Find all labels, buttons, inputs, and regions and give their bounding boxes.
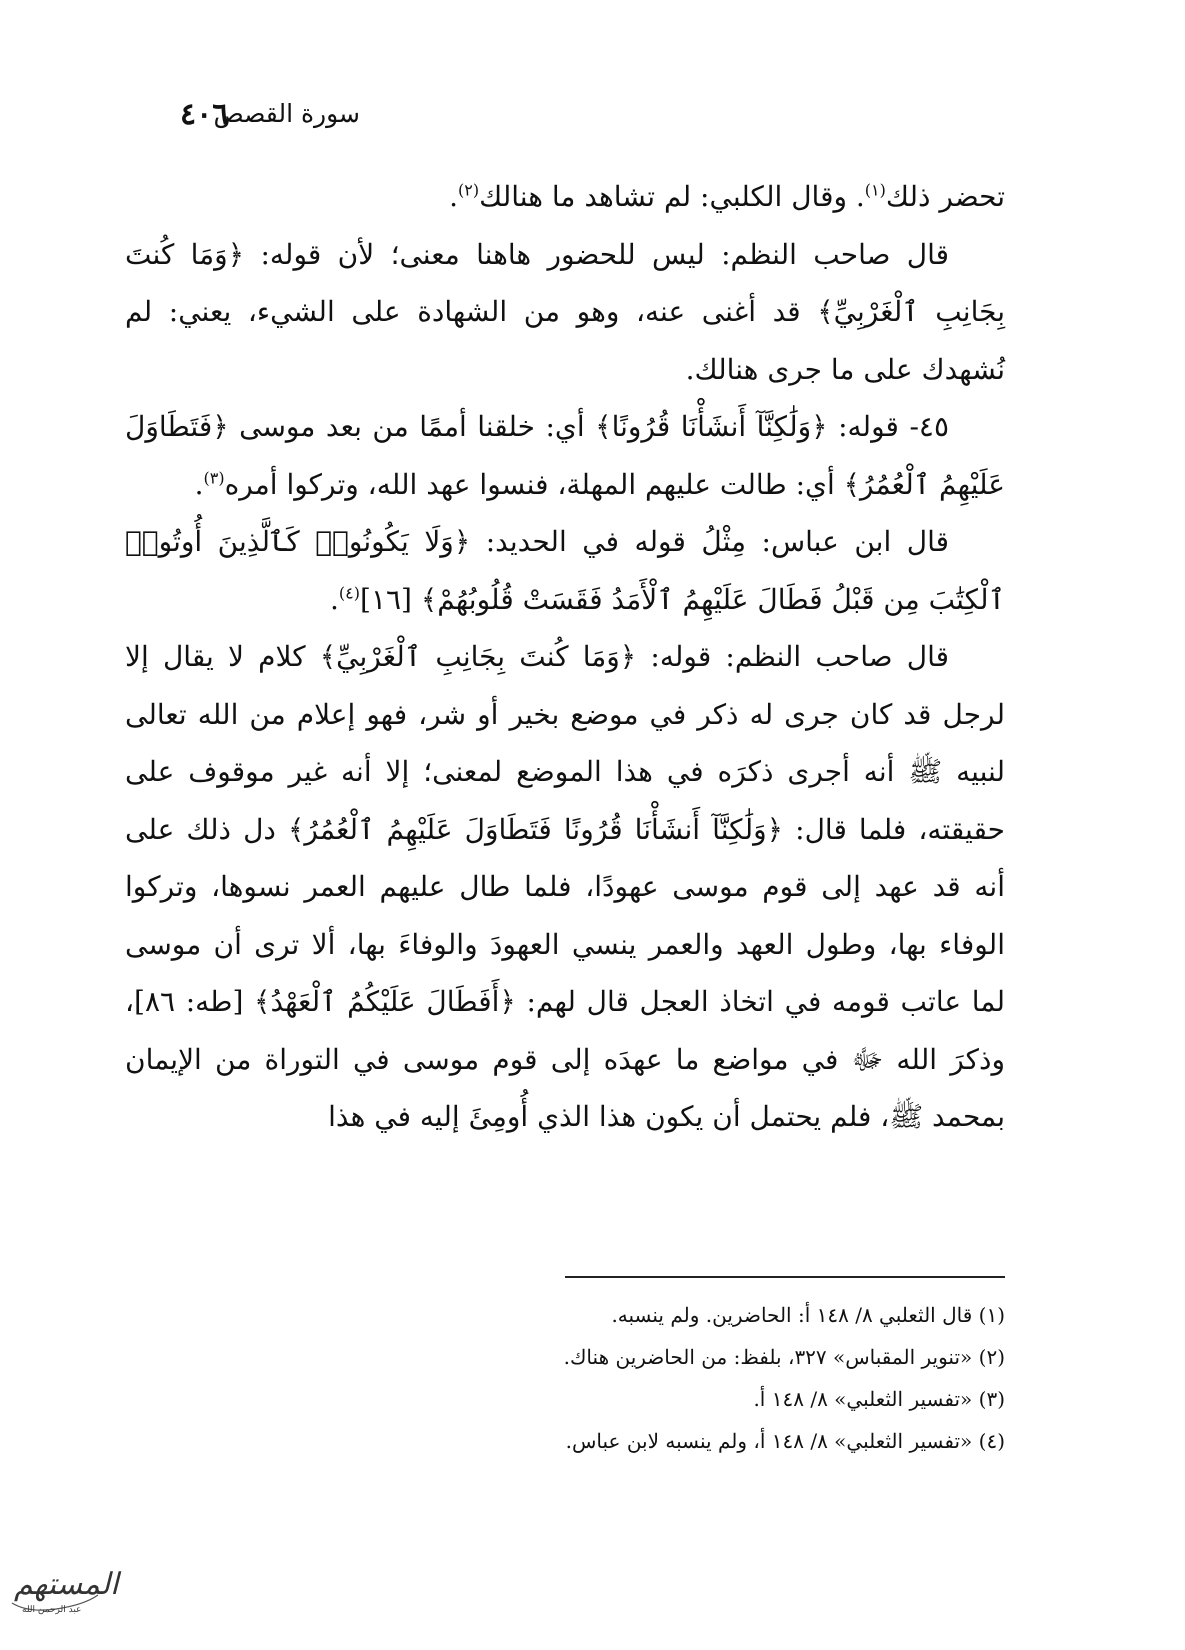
body-text	[125, 168, 1005, 1146]
footnote-divider	[565, 1276, 1005, 1278]
footnote-4: (٤) «تفسير الثعلبي» ٨/ ١٤٨ أ، ولم ينسبه لابن عباس.	[565, 1429, 1005, 1453]
quran-verse: ﴿وَمَا كُنتَ بِجَانِبِ ٱلْغَرْبِيِّ﴾	[319, 640, 637, 673]
footnote-ref-4: (٤)	[338, 583, 360, 603]
paragraph-1: تحضر ذلك$^{(١)}$. وقال الكلبي: لم تشاهد ما هنالك$^{(٢)}$.	[449, 180, 1005, 213]
publisher-logo	[8, 1565, 119, 1620]
footnote-3: (٣) «تفسير الثعلبي» ٨/ ١٤٨ أ.	[753, 1387, 1005, 1411]
quran-verse: ﴿فَتَطَاوَلَ عَلَيْهِمُ ٱلْعُمُرُ﴾	[125, 410, 1005, 501]
logo-subtext: عبد الرحمن الله	[22, 1605, 82, 1615]
page-header	[180, 95, 980, 145]
quran-verse: ﴿وَلَٰكِنَّآ أَنشَأْنَا قُرُونًا﴾	[595, 410, 828, 443]
paragraph-2: قال صاحب النظم: ليس للحضور هاهنا معنى؛ لأن قوله: ﴿وَمَا كُنتَ بِجَانِبِ ٱلْغَرْبِيِّ﴾ قد أغنى عنه، وهو من الشهادة على الشيء، يعني: لم نُشهدك على ما جرى هنالك.	[125, 237, 1005, 386]
logo-text: المستهم	[14, 1567, 119, 1602]
surah-title: سورة القصص	[213, 99, 360, 128]
page-number: ٤٠٦	[180, 97, 229, 132]
paragraph-5: قال صاحب النظم: قوله: ﴿وَمَا كُنتَ بِجَانِبِ ٱلْغَرْبِيِّ﴾ كلام لا يقال إلا لرجل قد كان جرى له ذكر في موضع بخير أو شر، فهو إعلام من الله تعالى لنبيه ﷺ أنه أجرى ذكرَه في هذا الموضع لمعنى؛ إلا أنه غير موقوف على حقيقته، فلما قال: ﴿وَلَٰكِنَّآ أَنشَأْنَا قُرُونًا فَتَطَاوَلَ عَلَيْهِمُ ٱلْعُمُرُ﴾ دل ذلك على أنه قد عهد إلى قوم موسى عهودًا، فلما طال عليهم العمر نسوها، وتركوا الوفاء بها، وطول العهد والعمر ينسي العهودَ والوفاءَ بها، ألا ترى أن موسى لما عاتب قومه في اتخاذ العجل قال لهم: ﴿أَفَطَالَ عَلَيْكُمُ ٱلْعَهْدُ﴾ [طه: ٨٦]، وذكرَ الله ﷻ في مواضع ما عهدَه إلى قوم موسى في التوراة من الإيمان بمحمد ﷺ، فلم يحتمل أن يكون هذا الذي أُومِئَ إليه في هذا	[125, 640, 1005, 1133]
quran-verse: ﴿وَلَٰكِنَّآ أَنشَأْنَا قُرُونًا فَتَطَاوَلَ عَلَيْهِمُ ٱلْعُمُرُ﴾	[287, 812, 784, 846]
footnote-ref-3: (٣)	[203, 468, 225, 488]
footnote-2: (٢) «تنوير المقباس» ٣٢٧، بلفظ: من الحاضرين هناك.	[563, 1345, 1005, 1369]
quran-verse: ﴿وَمَا كُنتَ بِجَانِبِ ٱلْغَرْبِيِّ﴾	[125, 237, 1005, 328]
footnote-ref-2: (٢)	[458, 180, 480, 200]
quran-verse: ﴿أَفَطَالَ عَلَيْكُمُ ٱلْعَهْدُ﴾	[254, 985, 516, 1018]
footnote-ref-1: (١)	[864, 180, 886, 200]
paragraph-3: ٤٥- قوله: ﴿وَلَٰكِنَّآ أَنشَأْنَا قُرُونًا﴾ أي: خلقنا أممًا من بعد موسى ﴿فَتَطَاوَلَ عَلَيْهِمُ ٱلْعُمُرُ﴾ أي: طالت عليهم المهلة، فنسوا عهد الله، وتركوا أمره$^{(٣)}$.	[125, 410, 1005, 501]
paragraph-4: قال ابن عباس: مِثْلُ قوله في الحديد: ﴿وَلَا يَكُونُوا۟ كَٱلَّذِينَ أُوتُوا۟ ٱلْكِتَٰبَ مِن قَبْلُ فَطَالَ عَلَيْهِمُ ٱلْأَمَدُ فَقَسَتْ قُلُوبُهُمْ﴾ [١٦]$^{(٤)}$.	[125, 525, 1005, 616]
footnote-1: (١) قال الثعلبي ٨/ ١٤٨ أ: الحاضرين. ولم ينسبه.	[611, 1303, 1005, 1327]
quran-verse: ﴿وَلَا يَكُونُوا۟ كَٱلَّذِينَ أُوتُوا۟ ٱلْكِتَٰبَ مِن قَبْلُ فَطَالَ عَلَيْهِمُ ٱلْأَمَدُ فَقَسَتْ قُلُوبُهُمْ﴾	[125, 525, 1005, 616]
footnotes	[180, 1294, 1005, 1462]
